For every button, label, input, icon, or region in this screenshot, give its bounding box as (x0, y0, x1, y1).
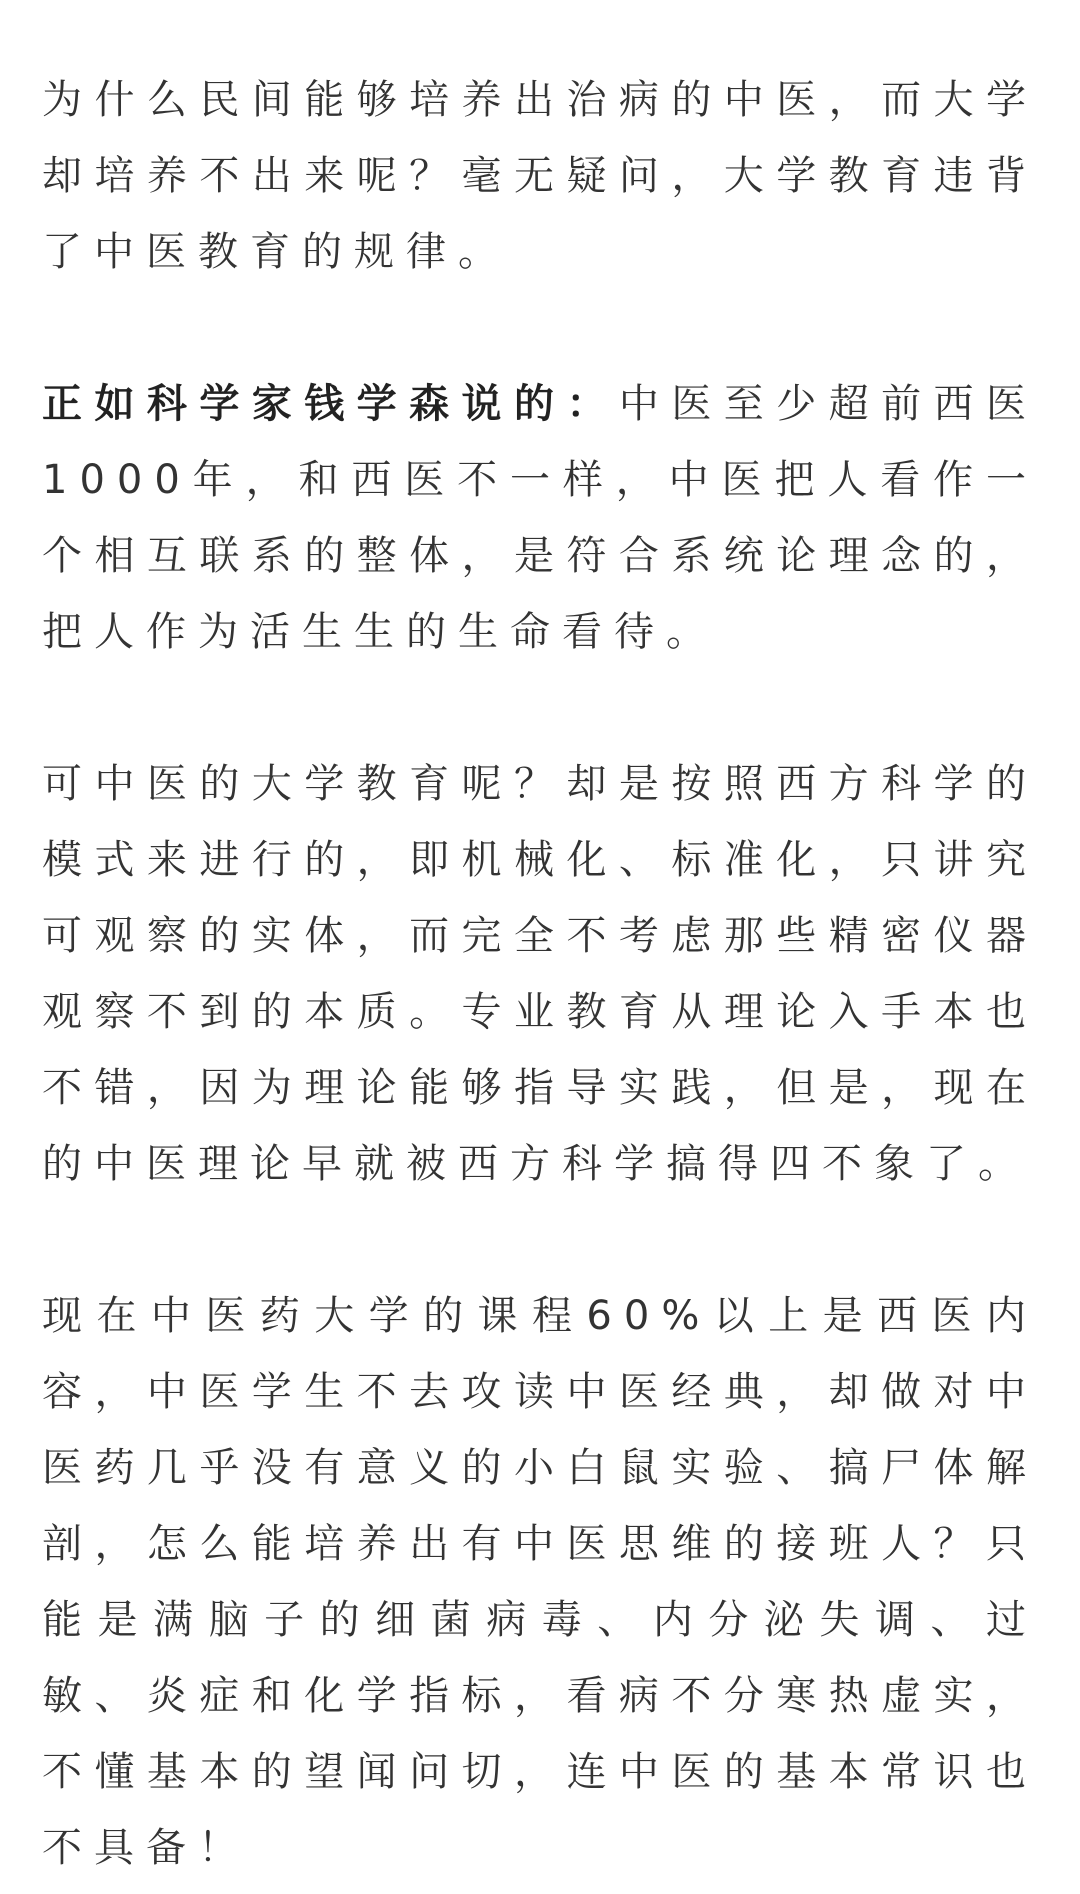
paragraph-1 (42, 62, 1038, 290)
paragraph-4-text: 现在中医药大学的课程60%以上是西医内容，中医学生不去攻读中医经典，却做对中医药几乎没有意义的小白鼠实验、搞尸体解剖，怎么能培养出有中医思维的接班人？只能是满脑子的细菌病毒、内分泌失调、过敏、炎症和化学指标，看病不分寒热虚实，不懂基本的望闻问切，连中医的基本常识也不具备！ (42, 1293, 1038, 1871)
paragraph-3-text: 可中医的大学教育呢？却是按照西方科学的模式来进行的，即机械化、标准化，只讲究可观察的实体，而完全不考虑那些精密仪器观察不到的本质。专业教育从理论入手本也不错，因为理论能够指导实践，但是，现在的中医理论早就被西方科学搞得四不象了。 (42, 761, 1038, 1187)
paragraph-4 (42, 1278, 1038, 1886)
paragraph-2 (42, 366, 1038, 670)
paragraph-2-bold-lead: 正如科学家钱学森说的： (42, 381, 619, 427)
paragraph-2-text: 中医至少超前西医1000年，和西医不一样，中医把人看作一个相互联系的整体，是符合系统论理念的，把人作为活生生的生命看待。 (42, 381, 1039, 655)
paragraph-3 (42, 746, 1038, 1202)
paragraph-1-text: 为什么民间能够培养出治病的中医，而大学却培养不出来呢？毫无疑问，大学教育违背了中医教育的规律。 (42, 77, 1038, 275)
article-body (42, 62, 1038, 1886)
